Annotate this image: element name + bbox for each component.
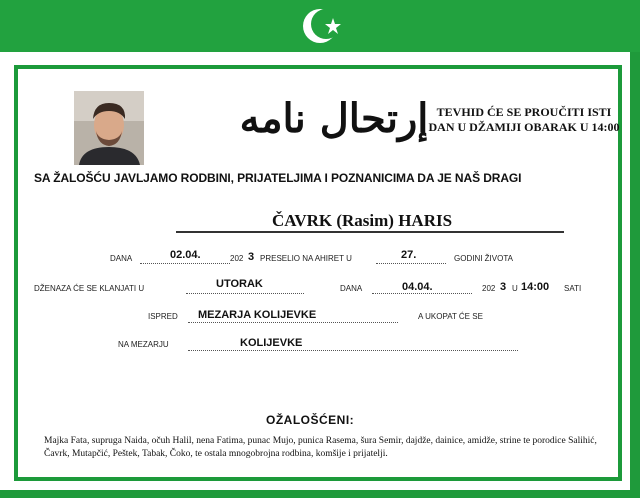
label-sati: SATI	[564, 284, 582, 293]
funeral-date-line	[372, 293, 472, 294]
tevhid-line-1: TEVHID ĆE SE PROUČITI ISTI	[436, 105, 612, 119]
funeral-day: UTORAK	[216, 278, 263, 290]
place-line	[188, 322, 398, 323]
deceased-name: ČAVRK (Rasim) HARIS	[271, 211, 453, 230]
year-suffix-2: 3	[500, 281, 507, 293]
year-suffix: 3	[248, 251, 255, 263]
label-dana: DANA	[110, 254, 133, 263]
mourners-text: Majka Fata, supruga Naida, očuh Halil, nena Fatima, punac Mujo, punica Rasema, šura Semir, dajdže, dainice, amidže, strine te porodice Salihić, Čavrk, Mutapčić, Peštek, Tabak, Čoko, te ostala mnogobrojna rodbina, komšije i prijatelji.	[44, 436, 597, 459]
death-date: 02.04.	[170, 249, 201, 261]
date-line	[140, 263, 230, 264]
intro-text: SA ŽALOŠĆU JAVLJAMO RODBINI, PRIJATELJIMA I POZNANICIMA DA JE NAŠ DRAGI	[34, 171, 522, 185]
year-prefix-2: 202	[482, 284, 496, 293]
deceased-photo	[74, 91, 144, 165]
name-underline	[176, 231, 564, 233]
arabic-title: إرتحال نامه	[239, 95, 429, 142]
label-ispred: ISPRED	[148, 312, 178, 321]
year-prefix: 202	[230, 254, 244, 263]
header-band	[0, 0, 640, 52]
cemetery-name: KOLIJEVKE	[240, 337, 303, 349]
label-ukopat: A UKOPAT ĆE SE	[418, 312, 483, 321]
label-mezarju: NA MEZARJU	[118, 340, 169, 349]
crescent-star-icon	[300, 4, 344, 48]
label-godini: GODINI ŽIVOTA	[454, 254, 513, 263]
age-value: 27.	[401, 249, 417, 261]
obituary-card	[0, 52, 630, 490]
age-line	[376, 263, 446, 264]
tevhid-line-2: DAN U DŽAMIJI OBARAK U 14:00	[428, 120, 620, 134]
cemetery-line	[188, 350, 518, 351]
label-preselio: PRESELIO NA AHIRET U	[260, 254, 352, 263]
label-dana-2: DANA	[340, 284, 363, 293]
day-line	[186, 293, 304, 294]
label-dzenaza: DŽENAZA ĆE SE KLANJATI U	[34, 284, 145, 293]
funeral-place: MEZARJA KOLIJEVKE	[198, 309, 317, 321]
funeral-date: 04.04.	[402, 281, 433, 293]
label-u: U	[512, 284, 518, 293]
obituary-frame	[14, 65, 622, 481]
tevhid-notice	[424, 105, 624, 135]
mourners-title: OŽALOŠĆENI:	[266, 413, 355, 427]
funeral-time: 14:00	[521, 281, 550, 293]
